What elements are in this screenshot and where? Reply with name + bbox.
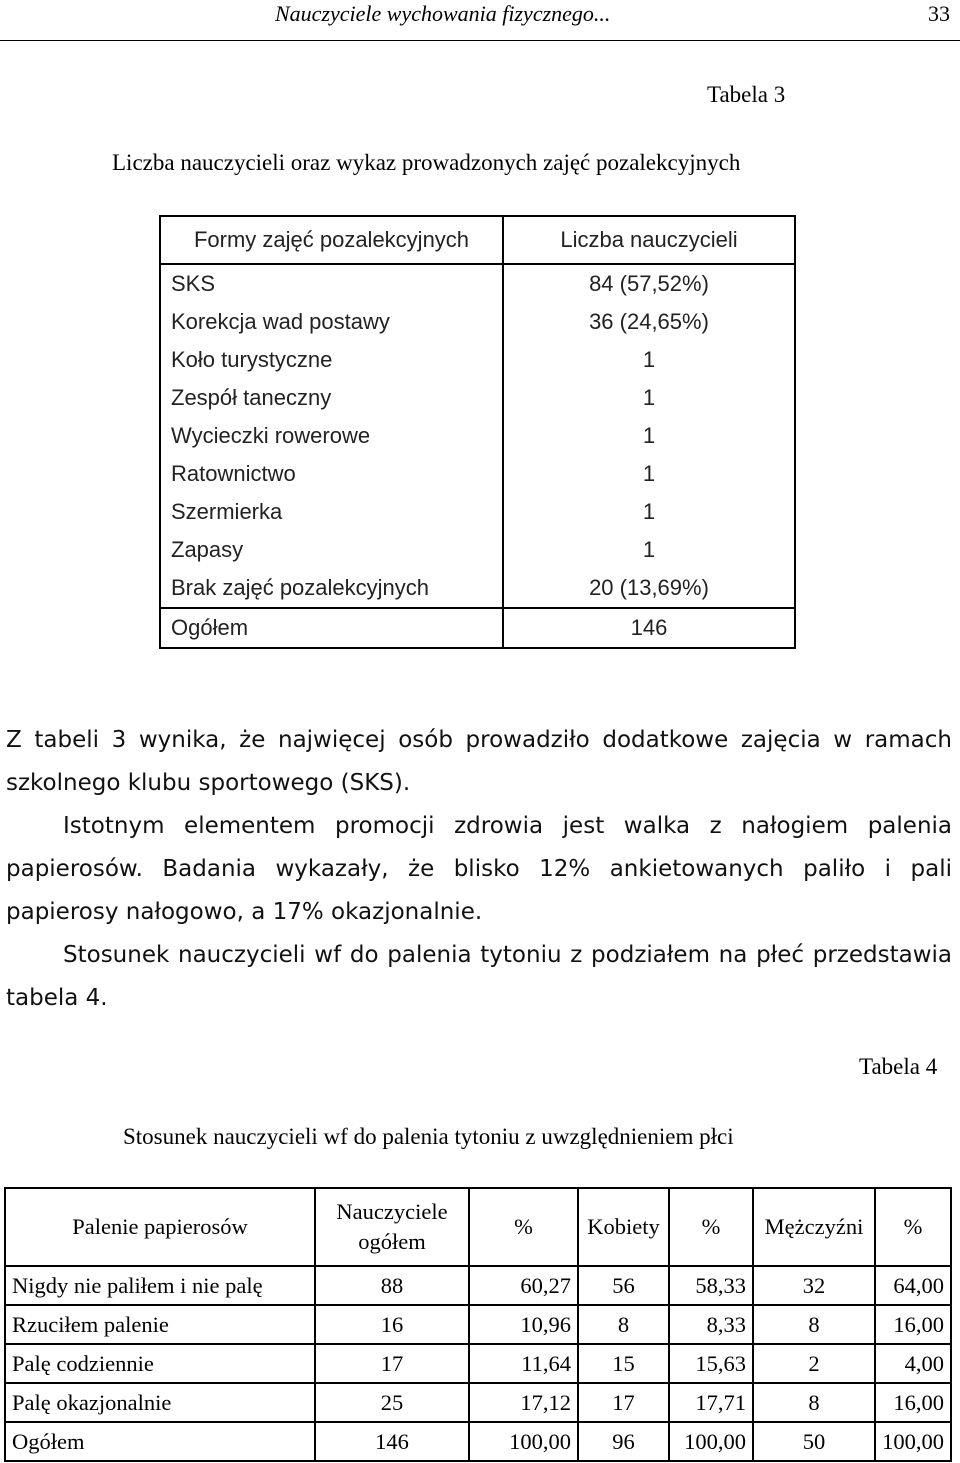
- table-cell: 8,33: [669, 1305, 753, 1344]
- table-cell: 60,27: [469, 1266, 578, 1305]
- table-row: [160, 379, 795, 417]
- column-header: Mężczyźni: [753, 1188, 875, 1266]
- table-cell: 58,33: [669, 1266, 753, 1305]
- table-row: [160, 531, 795, 569]
- table4-label: Tabela 4: [859, 1054, 938, 1079]
- column-header: Formy zajęć pozalekcyjnych: [160, 216, 503, 264]
- table-cell: 16: [315, 1305, 469, 1344]
- running-title: Nauczyciele wychowania fizycznego...: [275, 1, 611, 26]
- table-cell: 16,00: [875, 1383, 951, 1422]
- table-cell: 25: [315, 1383, 469, 1422]
- table-cell: 10,96: [469, 1305, 578, 1344]
- table-cell: Rzuciłem palenie: [5, 1305, 315, 1344]
- table-cell: 100,00: [669, 1422, 753, 1461]
- table-row: [5, 1305, 951, 1344]
- table-cell: 16,00: [875, 1305, 951, 1344]
- table-cell: Brak zajęć pozalekcyjnych: [160, 569, 503, 608]
- table-header-row: [5, 1188, 951, 1266]
- table-cell: Palę okazjonalnie: [5, 1383, 315, 1422]
- table-cell: Korekcja wad postawy: [160, 303, 503, 341]
- table-row: [160, 341, 795, 379]
- table-cell: 1: [503, 417, 795, 455]
- table-cell: 17: [578, 1383, 669, 1422]
- column-header: %: [875, 1188, 951, 1266]
- table-cell: Palę codziennie: [5, 1344, 315, 1383]
- table-row: [160, 264, 795, 303]
- table-cell: Ogółem: [5, 1422, 315, 1461]
- paragraph: Stosunek nauczycieli wf do palenia tytoniu z podziałem na płeć przedstawia tabela 4.: [6, 942, 952, 1011]
- table3-label: Tabela 3: [707, 82, 786, 107]
- table-cell: Koło turystyczne: [160, 341, 503, 379]
- table-row: [5, 1383, 951, 1422]
- table4: [4, 1187, 952, 1462]
- paragraph: Istotnym elementem promocji zdrowia jest walka z nałogiem palenia papierosów. Badania wykazały, że blisko 12% ankietowanych paliło i pali papierosy nałogowo, a 17% okazjonalnie.: [6, 813, 952, 925]
- page-header: [0, 0, 960, 41]
- table-header-row: [160, 216, 795, 264]
- column-header: Palenie papierosów: [5, 1188, 315, 1266]
- table-cell: 1: [503, 493, 795, 531]
- table-cell: 56: [578, 1266, 669, 1305]
- table-cell: Nigdy nie paliłem i nie palę: [5, 1266, 315, 1305]
- table-cell: 36 (24,65%): [503, 303, 795, 341]
- table-total-row: [160, 608, 795, 648]
- table-cell: 50: [753, 1422, 875, 1461]
- table-cell: 17,71: [669, 1383, 753, 1422]
- table-total-row: [5, 1422, 951, 1461]
- table-row: [160, 417, 795, 455]
- table-cell: 15: [578, 1344, 669, 1383]
- page-number: 33: [928, 1, 950, 26]
- table-cell: 2: [753, 1344, 875, 1383]
- table-row: [160, 493, 795, 531]
- table3-caption: Liczba nauczycieli oraz wykaz prowadzonych zajęć pozalekcyjnych: [112, 150, 741, 175]
- table-cell: 11,64: [469, 1344, 578, 1383]
- table-cell: 17: [315, 1344, 469, 1383]
- paragraph: Z tabeli 3 wynika, że najwięcej osób prowadziło dodatkowe zajęcia w ramach szkolnego klubu sportowego (SKS).: [6, 727, 952, 796]
- table-cell: SKS: [160, 264, 503, 303]
- table-cell: Szermierka: [160, 493, 503, 531]
- table-cell: 1: [503, 341, 795, 379]
- table3: [159, 215, 796, 649]
- table-cell: 100,00: [469, 1422, 578, 1461]
- column-header: %: [469, 1188, 578, 1266]
- table-cell: 8: [753, 1383, 875, 1422]
- table-cell: 146: [503, 608, 795, 648]
- table-cell: 96: [578, 1422, 669, 1461]
- table-cell: 17,12: [469, 1383, 578, 1422]
- table-row: [160, 303, 795, 341]
- table-cell: 20 (13,69%): [503, 569, 795, 608]
- column-header: Liczba nauczycieli: [503, 216, 795, 264]
- table-cell: Zapasy: [160, 531, 503, 569]
- table-cell: Ogółem: [160, 608, 503, 648]
- table-cell: 15,63: [669, 1344, 753, 1383]
- table-row: [160, 569, 795, 608]
- column-header-line: Nauczyciele: [336, 1199, 448, 1224]
- table-cell: 1: [503, 379, 795, 417]
- table-cell: 8: [578, 1305, 669, 1344]
- table-cell: 100,00: [875, 1422, 951, 1461]
- column-header-line: ogółem: [358, 1229, 426, 1254]
- table-row: [5, 1266, 951, 1305]
- table-row: [160, 455, 795, 493]
- table-cell: 64,00: [875, 1266, 951, 1305]
- column-header: %: [669, 1188, 753, 1266]
- table-cell: 1: [503, 455, 795, 493]
- table-cell: 32: [753, 1266, 875, 1305]
- table-row: [5, 1344, 951, 1383]
- table-cell: Ratownictwo: [160, 455, 503, 493]
- table-cell: Zespół taneczny: [160, 379, 503, 417]
- table4-caption: Stosunek nauczycieli wf do palenia tytoniu z uwzględnieniem płci: [123, 1124, 734, 1149]
- table-cell: 8: [753, 1305, 875, 1344]
- table-cell: 84 (57,52%): [503, 264, 795, 303]
- table-cell: Wycieczki rowerowe: [160, 417, 503, 455]
- column-header: [315, 1188, 469, 1266]
- table-cell: 4,00: [875, 1344, 951, 1383]
- table-cell: 146: [315, 1422, 469, 1461]
- column-header: Kobiety: [578, 1188, 669, 1266]
- table-cell: 1: [503, 531, 795, 569]
- body-text: [6, 719, 952, 1020]
- table-cell: 88: [315, 1266, 469, 1305]
